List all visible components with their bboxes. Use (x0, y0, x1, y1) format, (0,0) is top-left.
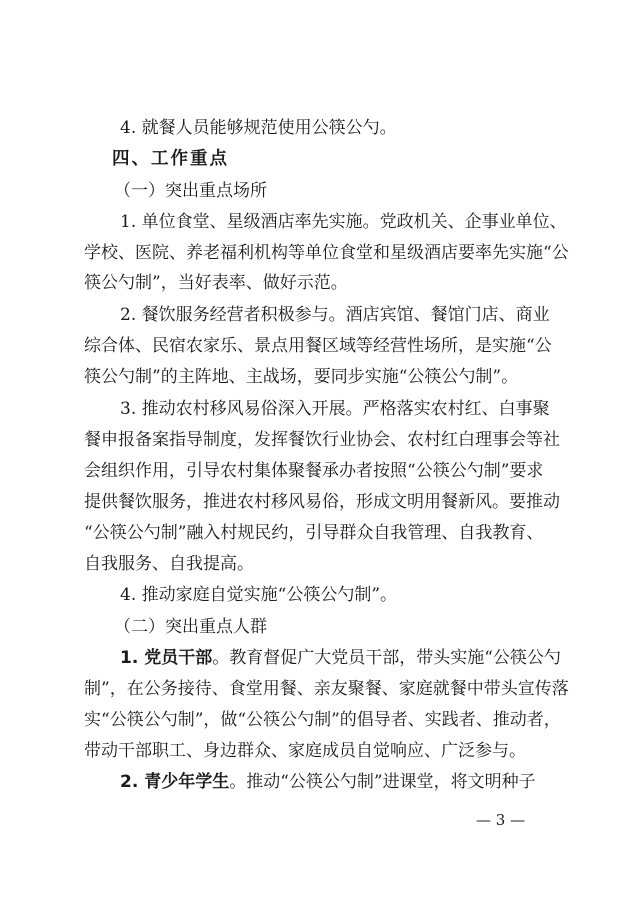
section-heading: 四、工作重点 (112, 149, 229, 169)
text-line: 筷公勺制”的主阵地、主战场，要同步实施“公筷公勺制”。 (84, 367, 519, 387)
bold-lead-text: 2. 青少年学生 (120, 772, 230, 792)
subsection-heading: （一）突出重点场所 (114, 181, 267, 201)
subsection-heading: （二）突出重点人群 (114, 617, 267, 637)
text-line: 4. 就餐人员能够规范使用公筷公勺。 (120, 118, 397, 138)
text-line: 制”，在公务接待、食堂用餐、亲友聚餐、家庭就餐中带头宣传落 (84, 679, 569, 699)
text-line: 会组织作用，引导农村集体聚餐承办者按照“公筷公勺制”要求 (84, 461, 544, 481)
text-span: 。教育督促广大党员干部，带头实施“公筷公勺 (212, 648, 561, 668)
bold-lead-text: 1. 党员干部 (120, 648, 213, 668)
text-line: 4. 推动家庭自觉实施“公筷公勺制”。 (120, 585, 398, 605)
text-line (0, 771, 636, 793)
text-span: 。推动“公筷公勺制”进课堂，将文明种子 (229, 772, 536, 792)
text-line: 自我服务、自我提高。 (84, 554, 254, 574)
text-line: 带动干部职工、身边群众、家庭成员自觉响应、广泛参与。 (84, 741, 526, 761)
text-line: 学校、医院、养老福利机构等单位食堂和星级酒店要率先实施“公 (84, 243, 569, 263)
text-line: 餐申报备案指导制度，发挥餐饮行业协会、农村红白理事会等社 (84, 430, 560, 450)
page-number: — 3 — (476, 811, 526, 829)
text-line: 1. 单位食堂、星级酒店率先实施。党政机关、企事业单位、 (120, 212, 567, 232)
text-line (0, 647, 636, 669)
text-line: “公筷公勺制”融入村规民约，引导群众自我管理、自我教育、 (84, 523, 544, 543)
text-line: 2. 餐饮服务经营者积极参与。酒店宾馆、餐馆门店、商业 (120, 305, 550, 325)
text-line: 实“公筷公勺制”，做“公筷公勺制”的倡导者、实践者、推动者， (84, 710, 561, 730)
text-line: 提供餐饮服务，推进农村移风易俗，形成文明用餐新风。要推动 (84, 492, 560, 512)
text-line: 综合体、民宿农家乐、景点用餐区域等经营性场所，是实施“公 (84, 336, 552, 356)
text-line: 3. 推动农村移风易俗深入开展。严格落实农村红、白事聚 (120, 399, 550, 419)
text-line: 筷公勺制”，当好表率、做好示范。 (84, 273, 348, 293)
